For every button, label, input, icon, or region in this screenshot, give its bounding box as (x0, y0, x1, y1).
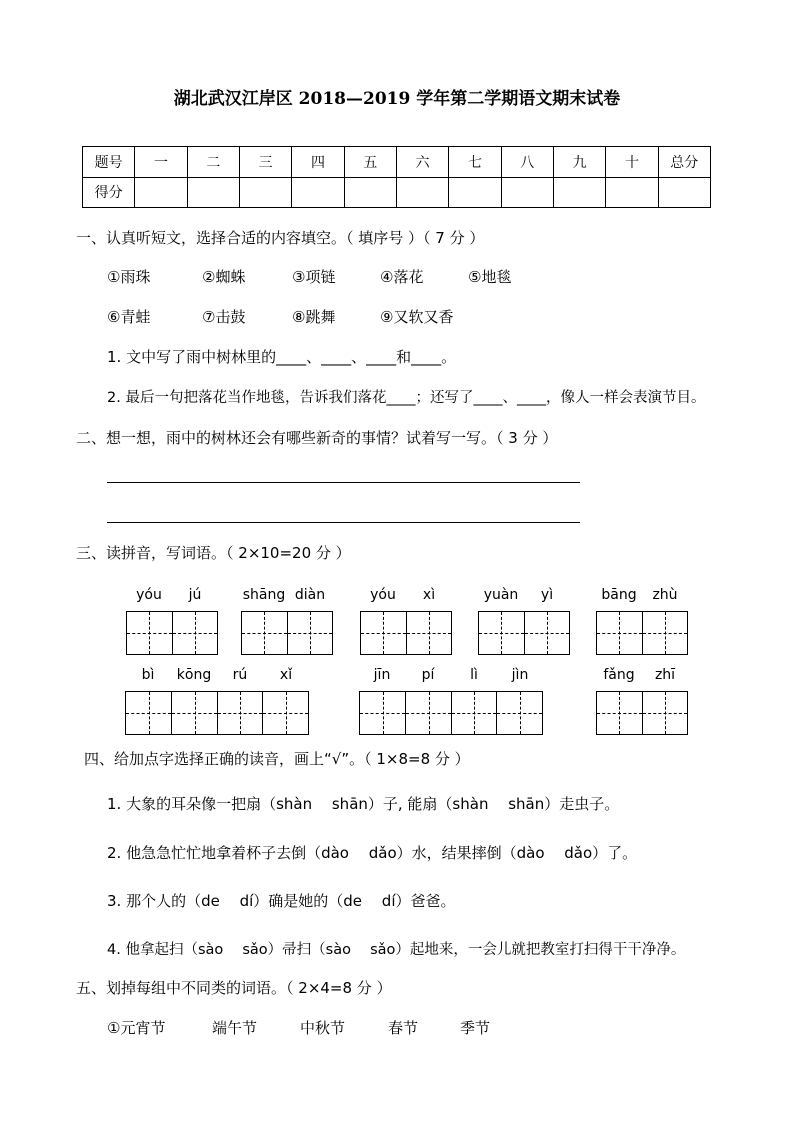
section4-heading: 四、给加点字选择正确的读音，画上“√”。（ 1×8=8 分 ） (84, 750, 470, 768)
score-cell[interactable] (396, 177, 448, 208)
score-cell[interactable] (344, 177, 396, 208)
score-header-cell: 十 (606, 147, 658, 178)
score-header-cell: 题号 (83, 147, 135, 178)
pinyin: shāng (242, 587, 286, 603)
writing-grid[interactable] (125, 691, 309, 735)
word-item[interactable]: 端午节 (212, 1019, 258, 1037)
section4-question-3: 3. 那个人的（de dí）确是她的（de dí）爸爸。 (107, 892, 456, 910)
score-cell[interactable] (606, 177, 658, 208)
section1-question-2: 2. 最后一句把落花当作地毯，告诉我们落花____；还写了____、____，像人一样会表演节目。 (107, 390, 706, 406)
writing-grid[interactable] (360, 611, 452, 655)
writing-grid[interactable] (359, 691, 543, 735)
pinyin: kōng (176, 667, 212, 683)
section2-heading: 二、想一想，雨中的树林还会有哪些新奇的事情？试着写一写。（ 3 分 ） (76, 429, 558, 447)
section3-heading: 三、读拼音，写词语。（ 2×10=20 分 ） (76, 544, 351, 562)
score-header-cell: 七 (449, 147, 501, 178)
score-header-cell: 六 (396, 147, 448, 178)
answer-line[interactable] (107, 522, 580, 523)
pinyin: pí (421, 667, 435, 683)
option-item: ⑤地毯 (468, 268, 512, 286)
word-item[interactable]: 中秋节 (300, 1019, 346, 1037)
score-header-cell: 二 (187, 147, 239, 178)
option-item: ④落花 (380, 268, 424, 286)
option-item: ⑥青蛙 (107, 308, 151, 326)
score-cell[interactable] (501, 177, 553, 208)
pinyin: bāng (601, 587, 637, 603)
score-header-cell: 九 (553, 147, 605, 178)
score-cell[interactable] (292, 177, 344, 208)
writing-grid[interactable] (241, 611, 333, 655)
pinyin: rú (232, 667, 248, 683)
writing-grid[interactable] (478, 611, 570, 655)
pinyin: yóu (136, 587, 162, 603)
pinyin: jú (188, 587, 202, 603)
score-header-cell: 五 (344, 147, 396, 178)
score-header-cell: 三 (239, 147, 291, 178)
answer-line[interactable] (107, 482, 580, 483)
writing-grid[interactable] (596, 691, 688, 735)
pinyin: lì (470, 667, 478, 683)
pinyin: zhù (652, 587, 678, 603)
score-header-cell: 四 (292, 147, 344, 178)
pinyin: bì (141, 667, 155, 683)
pinyin: fǎng (603, 667, 635, 683)
pinyin: diàn (294, 587, 326, 603)
option-item: ③项链 (292, 268, 336, 286)
word-item[interactable]: 季节 (460, 1019, 491, 1037)
pinyin: zhī (654, 667, 676, 683)
section4-question-2: 2. 他急急忙忙地拿着杯子去倒（dào dǎo）水，结果摔倒（dào dǎo）了。 (107, 844, 638, 862)
option-item: ⑧跳舞 (292, 308, 336, 326)
section1-question-1: 1. 文中写了雨中树林里的____、____、____和____。 (107, 348, 457, 366)
option-item: ①雨珠 (107, 268, 151, 286)
pinyin: jīn (373, 667, 391, 683)
pinyin: yì (540, 587, 554, 603)
option-item: ⑨又软又香 (380, 308, 454, 326)
score-cell[interactable] (658, 177, 710, 208)
pinyin: yóu (370, 587, 396, 603)
section1-heading: 一、认真听短文，选择合适的内容填空。（ 填序号 ）（ 7 分 ） (76, 229, 485, 247)
score-header-cell: 总分 (658, 147, 710, 178)
score-cell[interactable] (187, 177, 239, 208)
section4-question-4: 4. 他拿起扫（sào sǎo）帚扫（sào sǎo）起地来，一会儿就把教室打扫得干干净净。 (107, 942, 686, 958)
score-cell[interactable] (135, 177, 187, 208)
pinyin: jìn (511, 667, 529, 683)
score-header-cell: 八 (501, 147, 553, 178)
section4-question-1: 1. 大象的耳朵像一把扇（shàn shān）子, 能扇（shàn shān）走虫子。 (107, 795, 620, 813)
page-title: 湖北武汉江岸区 2018—2019 学年第二学期语文期末试卷 (173, 89, 621, 109)
score-row-label: 得分 (83, 177, 135, 208)
score-cell[interactable] (449, 177, 501, 208)
word-item[interactable]: ①元宵节 (107, 1019, 166, 1037)
score-cell[interactable] (239, 177, 291, 208)
writing-grid[interactable] (126, 611, 218, 655)
writing-grid[interactable] (596, 611, 688, 655)
option-item: ⑦击鼓 (202, 308, 246, 326)
pinyin: xì (422, 587, 436, 603)
score-table (82, 146, 711, 208)
pinyin: xǐ (279, 667, 293, 683)
score-table-score-row (83, 177, 711, 208)
score-cell[interactable] (553, 177, 605, 208)
option-item: ②蜘蛛 (202, 268, 246, 286)
pinyin: yuàn (483, 587, 519, 603)
section5-heading: 五、划掉每组中不同类的词语。（ 2×4=8 分 ） (76, 979, 392, 997)
word-item[interactable]: 春节 (388, 1019, 419, 1037)
score-table-header-row (83, 147, 711, 178)
score-header-cell: 一 (135, 147, 187, 178)
